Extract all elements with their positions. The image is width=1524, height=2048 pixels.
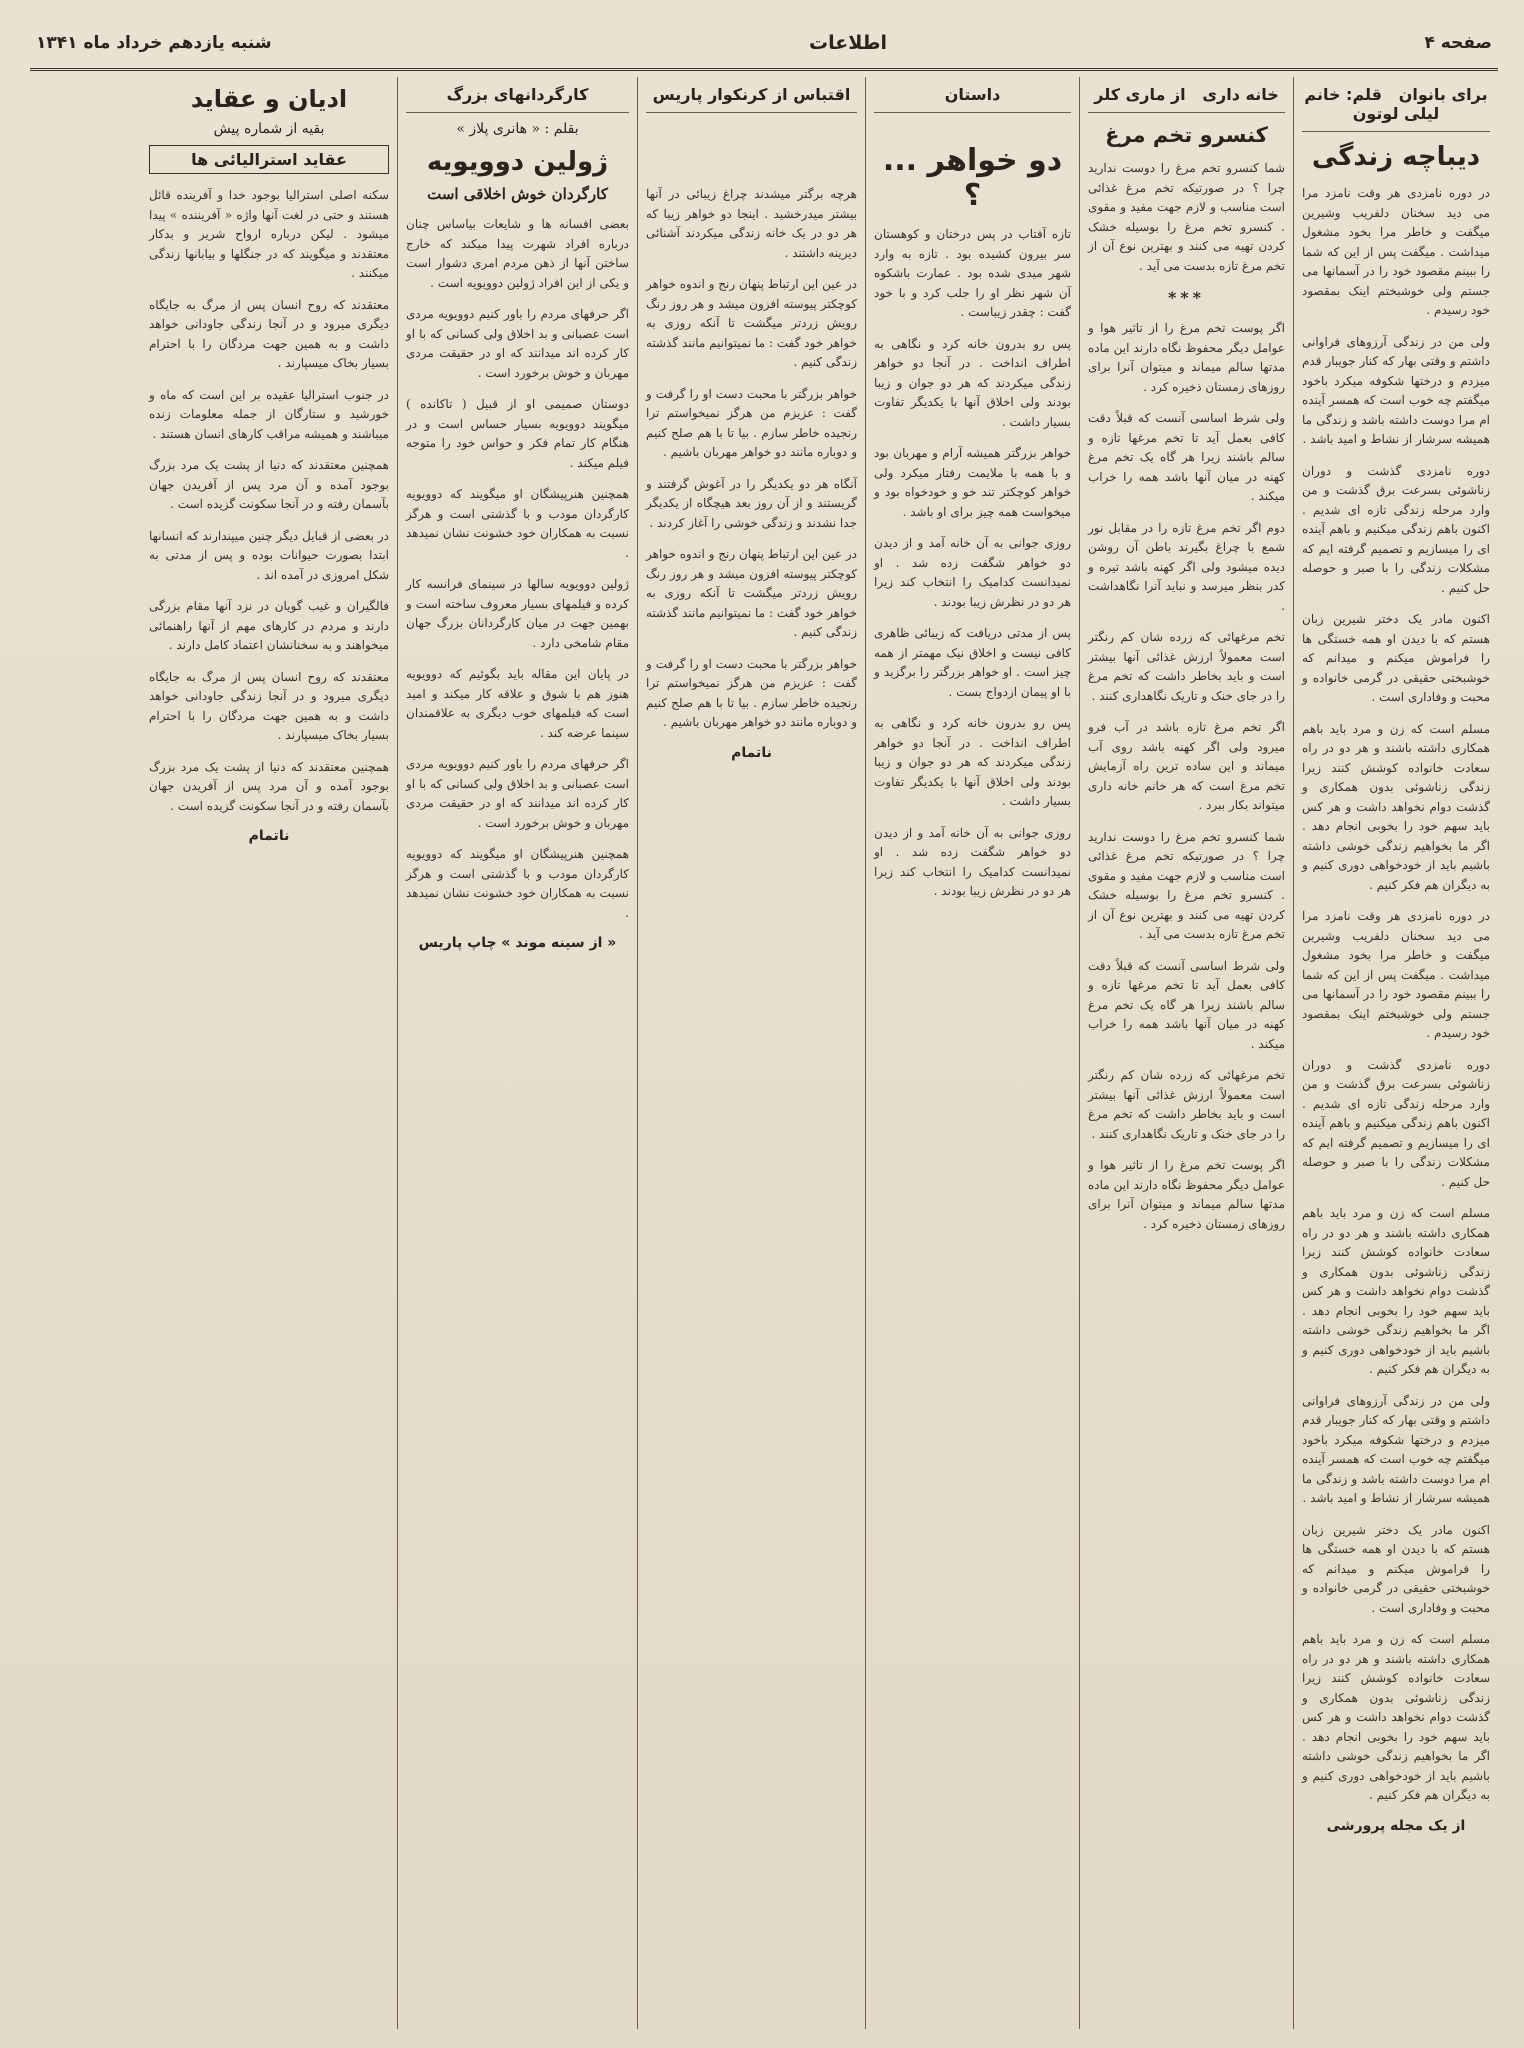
separator: ***: [1167, 288, 1206, 307]
article-paragraph: دوستان صمیمی او از قبیل ( تاکانده ) میگویند دوویویه بسیار حساس است و در هنگام کار تمام فکر و حواس خود را متوجه فیلم میکند .: [406, 397, 629, 470]
article-subtitle: کارگردان خوش اخلاقی است: [427, 185, 608, 203]
article-source: از یک مجله پرورشی: [1326, 1817, 1466, 1834]
story-continued: ناتمام: [731, 744, 772, 761]
story-paragraph: خواهر بزرگتر با محبت دست او را گرفت و گفت : عزیزم من هرگز نمیخواستم ترا رنجیده خاطر سازم . بیا تا با هم صلح کنیم و دوباره مانند دو خواهر مهربان باشیم .: [646, 656, 857, 729]
story-column-right: [865, 77, 1079, 2029]
article-paragraph: مسلم است که زن و مرد باید باهم همکاری داشته باشند و هر دو در راه سعادت خانواده کوشش کنند زیرا زندگی زناشوئی بدون همکاری و گذشت دوام نخواهد داشت و هر کس باید سهم خود را بخوبی انجام دهد . اگر ما بخواهیم زندگی خوشی داشته باشیم باید از خودخواهی دوری کنیم و به دیگران هم فکر کنیم .: [1302, 1632, 1490, 1802]
story-paragraph: پس رو بدرون خانه کرد و نگاهی به اطراف انداخت . در آنجا دو خواهر زندگی میکردند که هر دو جوان و زیبا بودند ولی اخلاق آنها با یکدیگر تفاوت بسیار داشت .: [874, 716, 1071, 808]
section-kicker: برای بانوان قلم: خانم لیلی لوتون: [1302, 77, 1490, 132]
article-paragraph: دوم اگر تخم مرغ تازه را در مقابل نور شمع با چراغ بگیرند باطن آن روشن دیده میشود ولی اگر کهنه باشد تیره و کدر بنظر میرسد و نباید آنرا نگاهداشت .: [1088, 520, 1285, 613]
article-paragraph: ولی من در زندگی آرزوهای فراوانی داشتم و وقتی بهار که کنار جویبار قدم میزدم و درختها شکوفه میکرد باخود میگفتم چه خوب است که همسر آینده ام مرا دوست داشته باشد و زندگی ما همیشه سرشار از نشاط و امید باشد .: [1302, 334, 1490, 446]
article-paragraph: اگر پوست تخم مرغ را از تاثیر هوا و عوامل دیگر محفوظ نگاه دارند این ماده مدتها سالم میماند و میتوان آنرا برای روزهای زمستان ذخیره کرد .: [1088, 1158, 1285, 1231]
article-paragraph: تخم مرغهائی که زرده شان کم رنگتر است معمولاً ارزش غذائی آنها بیشتر است و باید بخاطر داشت که تخم مرغ را در جای خنک و تاریک نگاهداری کنند .: [1088, 630, 1285, 703]
article-paragraph: همچنین هنرپیشگان او میگویند که دوویویه کارگردان مودب و با گذشتی است و هرگز نسبت به همکاران خود خشونت نشان نمیدهد .: [406, 847, 629, 920]
section-title: ادیان و عقاید: [190, 85, 348, 113]
story-paragraph: روزی جوانی به آن خانه آمد و از دیدن دو خواهر شگفت زده شد . او نمیدانست کدامیک را انتخاب کند زیرا هر دو در نظرش زیبا بودند .: [874, 536, 1071, 609]
article-paragraph: مسلم است که زن و مرد باید باهم همکاری داشته باشند و هر دو در راه سعادت خانواده کوشش کنند زیرا زندگی زناشوئی بدون همکاری و گذشت دوام نخواهد داشت و هر کس باید سهم خود را بخوبی انجام دهد . اگر ما بخواهیم زندگی خوشی داشته باشیم باید از خودخواهی دوری کنیم و به دیگران هم فکر کنیم .: [1302, 721, 1490, 892]
article-continued: ناتمام: [248, 828, 290, 844]
story-paragraph: روزی جوانی به آن خانه آمد و از دیدن دو خواهر شگفت زده شد . او نمیدانست کدامیک را انتخاب کند زیرا هر دو در نظرش زیبا بودند .: [874, 825, 1071, 898]
section-kicker: داستان: [874, 77, 1071, 113]
article-paragraph: فالگیران و غیب گویان در نزد آنها مقام بزرگی دارند و مردم در کارهای مهم از آنها راهنمائی میخواهند و به سخنانشان اعتماد کامل دارند .: [149, 599, 389, 652]
article-paragraph: ژولین دوویویه سالها در سینمای فرانسه کار کرده و فیلمهای بسیار معروف ساخته است و بهمین جهت در میان کارگردانان بزرگ جهان مقام شامخی دارد .: [406, 577, 629, 650]
article-paragraph: در دوره نامزدی هر وقت نامزد مرا می دید سخنان دلفریب وشیرین میگفت و خاطر مرا بخود مشغول میداشت . میگفت پس از این که شما را ببینم مقصود خود را در آسمانها می جستم ولی خوشبختم اینک بمقصود خود رسیدم .: [1302, 186, 1490, 317]
story-paragraph: پس از مدتی دریافت که زیبائی ظاهری کافی نیست و اخلاق نیک مهمتر از همه چیز است . او خواهر بزرگتر را برگزید و با او پیمان ازدواج بست .: [874, 626, 1071, 699]
article-paragraph: ولی شرط اساسی آنست که قبلاً دقت کافی بعمل آید تا تخم مرغها تازه و سالم باشند زیرا هر گاه یک تخم مرغ کهنه در میان آنها باشد همه را خراب میکند .: [1088, 411, 1285, 503]
article-paragraph: اگر حرفهای مردم را باور کنیم دوویویه مردی است عصبانی و بد اخلاق ولی کسانی که با او کار کرده اند میدانند که او در حقیقت مردی مهربان و خوش برخورد است .: [406, 757, 629, 830]
article-paragraph: مسلم است که زن و مرد باید باهم همکاری داشته باشند و هر دو در راه سعادت خانواده کوشش کنند زیرا زندگی زناشوئی بدون همکاری و گذشت دوام نخواهد داشت و هر کس باید سهم خود را بخوبی انجام دهد . اگر ما بخواهیم زندگی خوشی داشته باشیم باید از خودخواهی دوری کنیم و به دیگران هم فکر کنیم .: [1302, 1206, 1490, 1376]
article-paragraph: دوره نامزدی گذشت و دوران زناشوئی بسرعت برق گذشت و من وارد مرحله زندگی تازه ای شدیم . اکنون باهم زندگی میکنیم و باهم آینده ای را میسازیم و تصمیم گرفته ایم که مشکلات زندگی را با صبر و حوصله حل کنیم .: [1302, 1057, 1490, 1189]
article-paragraph: همچنین معتقدند که دنیا از پشت یک مرد بزرگ بوجود آمده و آن مرد پس از آفریدن جهان بآسمان رفته و در آنجا سکونت گزیده است .: [149, 458, 389, 511]
article-paragraph: شما کنسرو تخم مرغ را دوست ندارید چرا ؟ در صورتیکه تخم مرغ غذائی است مناسب و لازم جهت مفید و مقوی . کنسرو تخم مرغ را بوسیله خشک کردن تهیه می کنند و بهترین نوع آن از تخم مرغ تازه بدست می آید .: [1088, 161, 1285, 273]
article-paragraph: در پایان این مقاله باید بگوئیم که دوویویه هنوز هم با شوق و علاقه کار میکند و امید است که فیلمهای خوب دیگری به علاقمندان سینما عرضه کند .: [406, 667, 629, 740]
article-paragraph: در بعضی از قبایل دیگر چنین میپندارند که انسانها ابتدا بصورت حیوانات بوده و پس از مدتی به شکل امروزی در آمده اند .: [149, 528, 389, 582]
story-paragraph: خواهر بزرگتر با محبت دست او را گرفت و گفت : عزیزم من هرگز نمیخواستم ترا رنجیده خاطر سازم . بیا تا با هم صلح کنیم و دوباره مانند دو خواهر مهربان باشیم .: [646, 386, 857, 459]
article-paragraph: اگر تخم مرغ تازه باشد در آب فرو میرود ولی اگر کهنه باشد روی آب میماند و این ساده ترین راه آزمایش تخم مرغ است که هر خانم خانه داری میتواند بکار ببرد .: [1088, 720, 1285, 812]
religions-column: [141, 77, 397, 2029]
section-kicker: خانه داری از ماری کلر: [1088, 77, 1285, 113]
article-paragraph: بعضی افسانه ها و شایعات بیاساس چنان درباره افراد شهرت پیدا میکند که خارج ساختن آنها از ذهن مردم امری دشوار است و یکی از این افراد ژولین دوویویه است .: [406, 217, 629, 290]
section-kicker: کارگردانهای بزرگ: [406, 77, 629, 113]
directors-column: [397, 77, 637, 2029]
story-paragraph: تازه آفتاب در پس درختان و کوهستان سر بیرون کشیده بود . تازه به وارد شهر میدی شده بود . عمارت باشکوه آن شهر نظر او را جلب کرد و با خود گفت : چقدر زیباست .: [874, 227, 1071, 319]
article-paragraph: دوره نامزدی گذشت و دوران زناشوئی بسرعت برق گذشت و من وارد مرحله زندگی تازه ای شدیم . اکنون باهم زندگی میکنیم و باهم آینده ای را میسازیم و تصمیم گرفته ایم که مشکلات زندگی را با صبر و حوصله حل کنیم .: [1302, 463, 1490, 595]
article-title: ژولین دوویویه: [426, 147, 609, 177]
article-paragraph: در جنوب استرالیا عقیده بر این است که ماه و خورشید و ستارگان از جمله معلومات زنده میباشند و همیشه مراقب کارهای انسان هستند .: [149, 387, 389, 441]
story-title: دو خواهر ... ؟: [882, 143, 1063, 213]
article-source: « از سینه موند » چاپ پاریس: [418, 935, 617, 951]
page-number: صفحه ۴: [1424, 33, 1492, 53]
article-paragraph: اگر پوست تخم مرغ را از تاثیر هوا و عوامل دیگر محفوظ نگاه دارند این ماده مدتها سالم میماند و میتوان آنرا برای روزهای زمستان ذخیره کرد .: [1088, 321, 1285, 394]
article-paragraph: ولی شرط اساسی آنست که قبلاً دقت کافی بعمل آید تا تخم مرغها تازه و سالم باشند زیرا هر گاه یک تخم مرغ کهنه در میان آنها باشد همه را خراب میکند .: [1088, 958, 1285, 1051]
article-title: کنسرو تخم مرغ: [1105, 123, 1268, 147]
article-paragraph: ولی من در زندگی آرزوهای فراوانی داشتم و وقتی بهار که کنار جویبار قدم میزدم و درختها شکوفه میکرد باخود میگفتم چه خوب است که همسر آینده ام مرا دوست داشته باشد و زندگی ما همیشه سرشار از نشاط و امید باشد .: [1302, 1393, 1490, 1505]
story-paragraph: آنگاه هر دو یکدیگر را در آغوش گرفتند و گریستند و از آن روز بعد هیچگاه از یکدیگر جدا نشدند و زندگی خوشی را آغاز کردند .: [646, 476, 857, 530]
issue-date: شنبه یازدهم خرداد ماه ۱۳۴۱: [36, 33, 272, 53]
story-paragraph: خواهر بزرگتر همیشه آرام و مهربان بود و با همه با ملایمت رفتار میکرد ولی خواهر کوچکتر تند خو و خودخواه بود و میخواست همه چیز برای او باشد .: [874, 446, 1071, 519]
newspaper-name: اطلاعات: [808, 32, 888, 54]
story-paragraph: هرچه برگتر میشدند چراغ زیبائی در آنها بیشتر میدرخشید . اینجا دو خواهر زیبا که هر دو در یک خانه زندگی میکردند آشنائی دیرینه داشتند .: [646, 187, 857, 260]
article-paragraph: تخم مرغهائی که زرده شان کم رنگتر است معمولاً ارزش غذائی آنها بیشتر است و باید بخاطر داشت که تخم مرغ را در جای خنک و تاریک نگاهداری کنند .: [1088, 1068, 1285, 1141]
story-column-left: [637, 77, 865, 2029]
story-paragraph: پس رو بدرون خانه کرد و نگاهی به اطراف انداخت . در آنجا دو خواهر زندگی میکردند که هر دو جوان و زیبا بودند ولی اخلاق آنها با یکدیگر تفاوت بسیار داشت .: [874, 336, 1071, 429]
article-paragraph: سکنه اصلی استرالیا بوجود خدا و آفرینده قائل هستند و حتی در لغت آنها واژه « آفریننده » پیدا میشود . لیکن درباره ارواح شریر و بدکار معتقدند و میگویند که در جنگلها و بیابانها زندگی میکنند .: [149, 188, 389, 280]
article-paragraph: اگر حرفهای مردم را باور کنیم دوویویه مردی است عصبانی و بد اخلاق ولی کسانی که با او کار کرده اند میدانند که او در حقیقت مردی مهربان و خوش برخورد است .: [406, 307, 629, 380]
masthead: [30, 18, 1498, 71]
story-paragraph: در عین این ارتباط پنهان رنج و اندوه خواهر کوچکتر پیوسته افزون میشد و هر روز رنگ رویش زردتر میگشت تا آنکه روزی به خواهر خود گفت : ما نمیتوانیم مانند گذشته زندگی کنیم .: [646, 547, 857, 639]
article-title: عقاید استرالیائی ها: [149, 145, 389, 174]
article-paragraph: همچنین هنرپیشگان او میگویند که دوویویه کارگردان مودب و با گذشتی است و هرگز نسبت به همکاران خود خشونت نشان نمیدهد .: [406, 487, 629, 560]
continued-note: بقیه از شماره پیش: [213, 121, 325, 137]
article-paragraph: همچنین معتقدند که دنیا از پشت یک مرد بزرگ بوجود آمده و آن مرد پس از آفریدن جهان بآسمان رفته و در آنجا سکونت گزیده است .: [149, 759, 389, 813]
article-paragraph: اکنون مادر یک دختر شیرین زبان هستم که با دیدن او همه خستگی ها را فراموش میکنم و میدانم که خوشبختی حقیقی در گرمی خانواده و محبت و وفاداری است .: [1302, 1522, 1490, 1615]
story-paragraph: در عین این ارتباط پنهان رنج و اندوه خواهر کوچکتر پیوسته افزون میشد و هر روز رنگ رویش زردتر میگشت تا آنکه روزی به خواهر خود گفت : ما نمیتوانیم مانند گذشته زندگی کنیم .: [646, 277, 857, 369]
article-paragraph: در دوره نامزدی هر وقت نامزد مرا می دید سخنان دلفریب وشیرین میگفت و خاطر مرا بخود مشغول میداشت . میگفت پس از این که شما را ببینم مقصود خود را در آسمانها می جستم ولی خوشبختم اینک بمقصود خود رسیدم .: [1302, 909, 1490, 1040]
women-column: [1293, 77, 1498, 2029]
article-title: دیباچه زندگی: [1311, 142, 1481, 172]
article-paragraph: معتقدند که روح انسان پس از مرگ به جایگاه دیگری میرود و در آنجا زندگی جاودانی خواهد داشت و به همین جهت مردگان را با احترام بسیار بخاک میسپارند .: [149, 669, 389, 742]
article-paragraph: شما کنسرو تخم مرغ را دوست ندارید چرا ؟ در صورتیکه تخم مرغ غذائی است مناسب و لازم جهت مفید و مقوی . کنسرو تخم مرغ را بوسیله خشک کردن تهیه می کنند و بهترین نوع آن از تخم مرغ تازه بدست می آید .: [1088, 829, 1285, 941]
article-paragraph: معتقدند که روح انسان پس از مرگ به جایگاه دیگری میرود و در آنجا زندگی جاودانی خواهد داشت و به همین جهت مردگان را با احترام بسیار بخاک میسپارند .: [149, 297, 389, 370]
article-paragraph: اکنون مادر یک دختر شیرین زبان هستم که با دیدن او همه خستگی ها را فراموش میکنم و میدانم که خوشبختی حقیقی در گرمی خانواده و محبت و وفاداری است .: [1302, 612, 1490, 704]
story-source: اقتباس از کرنکوار پاریس: [646, 77, 857, 113]
byline: بقلم : « هانری پلاز »: [456, 121, 579, 137]
housekeeping-column: [1079, 77, 1293, 2029]
